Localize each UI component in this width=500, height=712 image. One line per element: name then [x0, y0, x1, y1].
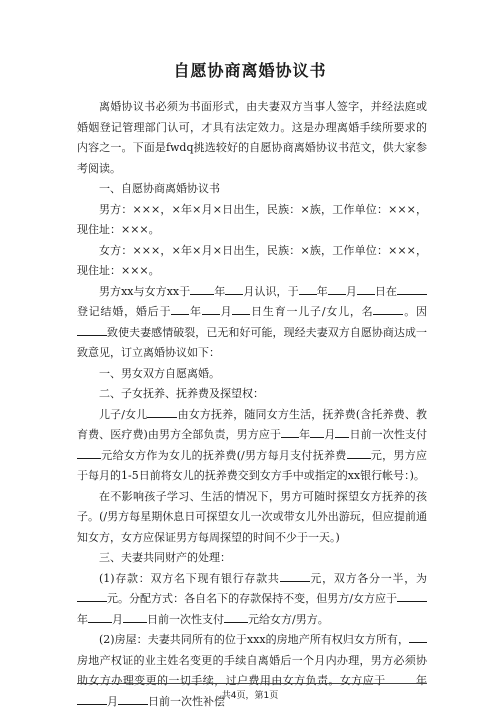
footer-divider	[77, 683, 427, 684]
page-footer: 共4页，第1页	[221, 691, 279, 701]
house-paragraph: (2)房屋：夫妻共同所有的位于xxx的房地产所有权归女方所有，房地产权证的业主姓名变更的手续自离婚后一个月内办理，男方必须协助女方办理变更的一切手续，过户费用由女方负责。女方应于 年月 日前一次性补偿	[77, 630, 427, 712]
blank-line	[123, 610, 147, 623]
marriage-paragraph: 男方xx与女方xx于 年 月认识，于 年 月 日在登记结婚，婚后于 年 月 日生育一儿子/女儿，名 。因致使夫妻感情破裂，已无和好可能，现经夫妻双方自愿协商达成一致意见，订立离婚协议如下：	[77, 282, 427, 364]
blank-line	[397, 589, 427, 602]
woman-info: 女方：×××，×年×月×日出生，民族：×族，工作单位：×××，现住址：×××。	[77, 243, 427, 277]
blank-line	[77, 589, 107, 602]
blank-line	[328, 282, 346, 295]
blank-line	[77, 323, 107, 336]
man-info: 男方：×××，×年×月×日出生，民族：×族，工作单位：×××，现住址：×××。	[77, 202, 427, 236]
blank-line	[357, 282, 375, 295]
child-support-paragraph: 儿子/女儿 由女方抚养，随同女方生活，抚养费(含托养费、教育费、医疗费)由男方全部负责，男方应于 年 月 日前一次性支付元给女方作为女儿的抚养费(/男方每月支付抚养费 元，男方应于每月的1-5日前将女儿的抚养费交到女方手中或指定的xx银行帐号：)。	[77, 405, 427, 487]
deposit-paragraph: (1)存款：双方名下现有银行存款共 元，双方各分一半，为元。分配方式：各自名下的存款保持不变，但男方/女方应于年 月 日前一次性支付 元给女方/男方。	[77, 569, 427, 631]
blank-line	[347, 446, 371, 459]
clause-2: 二、子女抚养、抚养费及探望权：	[99, 387, 264, 400]
blank-line	[77, 446, 101, 459]
blank-line	[310, 425, 324, 438]
blank-line	[299, 282, 317, 295]
blank-line	[397, 282, 427, 295]
intro-paragraph: 离婚协议书必须为书面形式，由夫妻双方当事人签字，并经法庭或婚姻登记管理部门认可，才具有法定效力。这是办理离婚手续所要求的内容之一。下面是fwdq挑选较好的自愿协商离婚协议书范文，供大家参考阅读。	[77, 100, 427, 175]
blank-line	[232, 302, 250, 315]
visitation-paragraph: 在不影响孩子学习、生活的情况下，男方可随时探望女方抚养的孩子。(/男方每星期休息日可探望女儿一次或带女儿外出游玩，但应提前通知女方，女方应保证男方每周探望的时间不少于一天。)	[77, 489, 427, 544]
blank-line	[147, 405, 177, 418]
section-heading: 一、自愿协商离婚协议书	[99, 182, 220, 195]
blank-line	[202, 302, 220, 315]
blank-line	[335, 425, 349, 438]
document-body	[77, 97, 427, 712]
blank-line	[281, 425, 299, 438]
page-title: 自愿协商离婚协议书	[173, 61, 327, 80]
clause-1: 一、男女双方自愿离婚。	[99, 366, 220, 380]
blank-line	[373, 302, 403, 315]
blank-line	[171, 302, 189, 315]
blank-line	[280, 569, 310, 582]
blank-line	[88, 610, 112, 623]
blank-line	[224, 610, 248, 623]
blank-line	[225, 282, 243, 295]
blank-line	[409, 630, 427, 643]
clause-3: 三、夫妻共同财产的处理：	[99, 551, 231, 564]
blank-line	[190, 282, 214, 295]
